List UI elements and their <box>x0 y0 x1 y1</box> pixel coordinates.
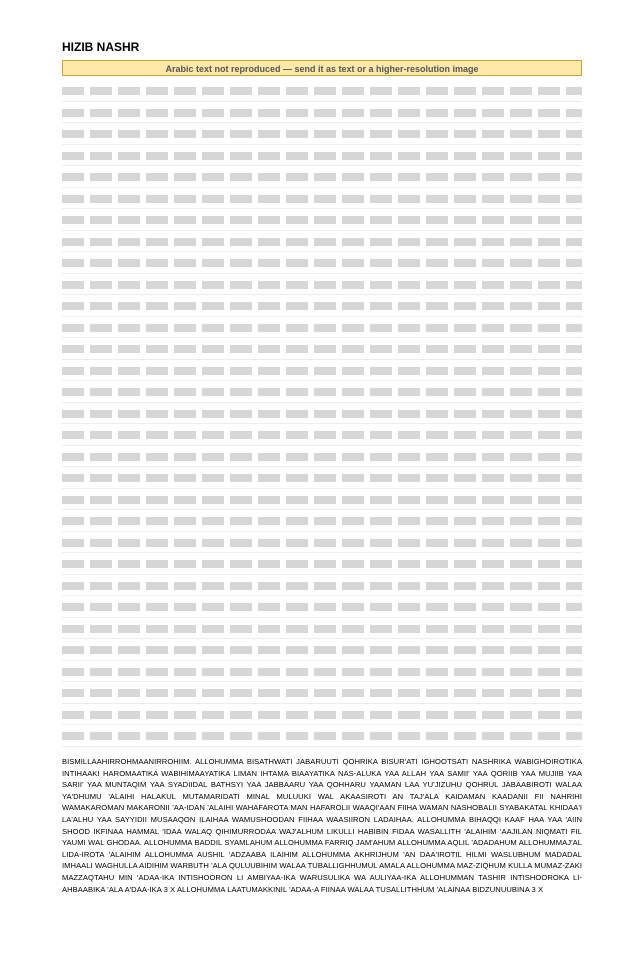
arabic-line-placeholder <box>62 80 582 102</box>
arabic-line-placeholder <box>62 532 582 554</box>
arabic-line-placeholder <box>62 123 582 145</box>
arabic-line-placeholder <box>62 510 582 532</box>
arabic-line-placeholder <box>62 209 582 231</box>
arabic-line-placeholder <box>62 403 582 425</box>
arabic-line-placeholder <box>62 231 582 253</box>
arabic-line-placeholder <box>62 252 582 274</box>
arabic-line-placeholder <box>62 317 582 339</box>
arabic-line-placeholder <box>62 553 582 575</box>
arabic-line-placeholder <box>62 166 582 188</box>
arabic-text-notice: Arabic text not reproduced — send it as text or a higher-resolution image <box>62 60 582 76</box>
arabic-line-placeholder <box>62 102 582 124</box>
arabic-line-placeholder <box>62 661 582 683</box>
document-title: HIZIB NASHR <box>62 40 140 54</box>
arabic-line-placeholder <box>62 575 582 597</box>
arabic-text-block <box>62 80 582 748</box>
arabic-line-placeholder <box>62 145 582 167</box>
arabic-line-placeholder <box>62 725 582 747</box>
transliteration-paragraph: BISMILLAAHIRROHMAANIRROHIIM. ALLOHUMMA BISATHWATI JABARUUTI QOHRIKA BISUR'ATI IGHOOTSATI NASHRIKA WABIGHOIROTIKA INTIHAAKI HAROMAATIKA WABIHIMAAYATIKA LIMAN IHTAMA BIAAYATIKA NAS-ALUKA YAA ALLAH YAA SAMII' YAA QORIIB YAA MUJIIB YAA SARII' YAA MUNTAQIM YAA SYADIIDAL BATHSYI YAA JABBAARU YAA QOHHARU YAAMAN LAA YU'JIZUHU QOHRUL JABAABIROTI WALAA YA'DHUMU 'ALAIHI HALAKUL MUTAMARIDATI MINAL MULUUKI WAL AKAASIROTI AN TAJ'ALA KAIDAMAN KAADANII FII NAHRIHI WAMAKAROMAN MAKARONII 'AA-IDAN 'ALAIHI WAHAFAROTA MAN HAFAROLII WAAQI'AAN FIIHA WAMAN NASHOBALII SYABAKATAL KHIDAA'I LA'ALHU YAA SAYYIDII MUSAAQON ILAIHAA WAMUSHOODAN FIIHAA WAASIIRON LADAIHAA. ALLOHUMMA BIHAQQI KAAF HAA YAA 'AIIN SHOOD IKFINAA HAMMAL 'IDAA WALAQ QIHIMURRODAA WAJ'ALHUM LIKULLI HABIBIN FIDAA WASALLITH 'ALAIHIM 'AAJILAN NIQMATI FIL YAUMI WAL GHODAA. ALLOHUMMA BADDIL SYAMLAHUM ALLOHUMMA FARRIQ JAM'AHUM ALLOHUMMA AQLIL 'ADADAHUM ALLOHUMMAJ'AL LIDA-IROTA 'ALAIHIM ALLOHUMMA AUSHIL 'ADZAABA ILAIHIM ALLOHUMMA AKHRIJHUM 'AN DAA'IROTIL HILMI WASLUBHUM MADADAL IMHAALI WAGHULLA AIDIHIM WARBUTH 'ALA QULUUBIHIM WALAA TUBALLIGHHUMUL AMALA ALLOHUMMA MAZ-ZIQHUM KULLA MUMAZ-ZAKI MAZZAQTAHU MIN 'ADAA-IKA INTISHOORON LI AMBIYAA-IKA WARUSULIKA WA AULIYAA-IKA ALLOHUMMAN TASHIR INTISHOOROKA LI-AHBAABIKA 'ALA A'DAA-IKA 3 X ALLOHUMMA LAATUMAKKINIL 'ADAA-A FIINAA WALAA TUSALLITHHUM 'ALAINAA BIDZUNUUBINA 3 X <box>62 757 582 894</box>
arabic-line-placeholder <box>62 467 582 489</box>
arabic-line-placeholder <box>62 489 582 511</box>
arabic-line-placeholder <box>62 639 582 661</box>
arabic-line-placeholder <box>62 424 582 446</box>
arabic-line-placeholder <box>62 188 582 210</box>
arabic-line-placeholder <box>62 596 582 618</box>
arabic-line-placeholder <box>62 274 582 296</box>
arabic-line-placeholder <box>62 704 582 726</box>
document-page <box>62 40 582 940</box>
arabic-line-placeholder <box>62 360 582 382</box>
arabic-line-placeholder <box>62 295 582 317</box>
arabic-line-placeholder <box>62 381 582 403</box>
arabic-line-placeholder <box>62 446 582 468</box>
arabic-line-placeholder <box>62 338 582 360</box>
arabic-line-placeholder <box>62 618 582 640</box>
arabic-line-placeholder <box>62 682 582 704</box>
